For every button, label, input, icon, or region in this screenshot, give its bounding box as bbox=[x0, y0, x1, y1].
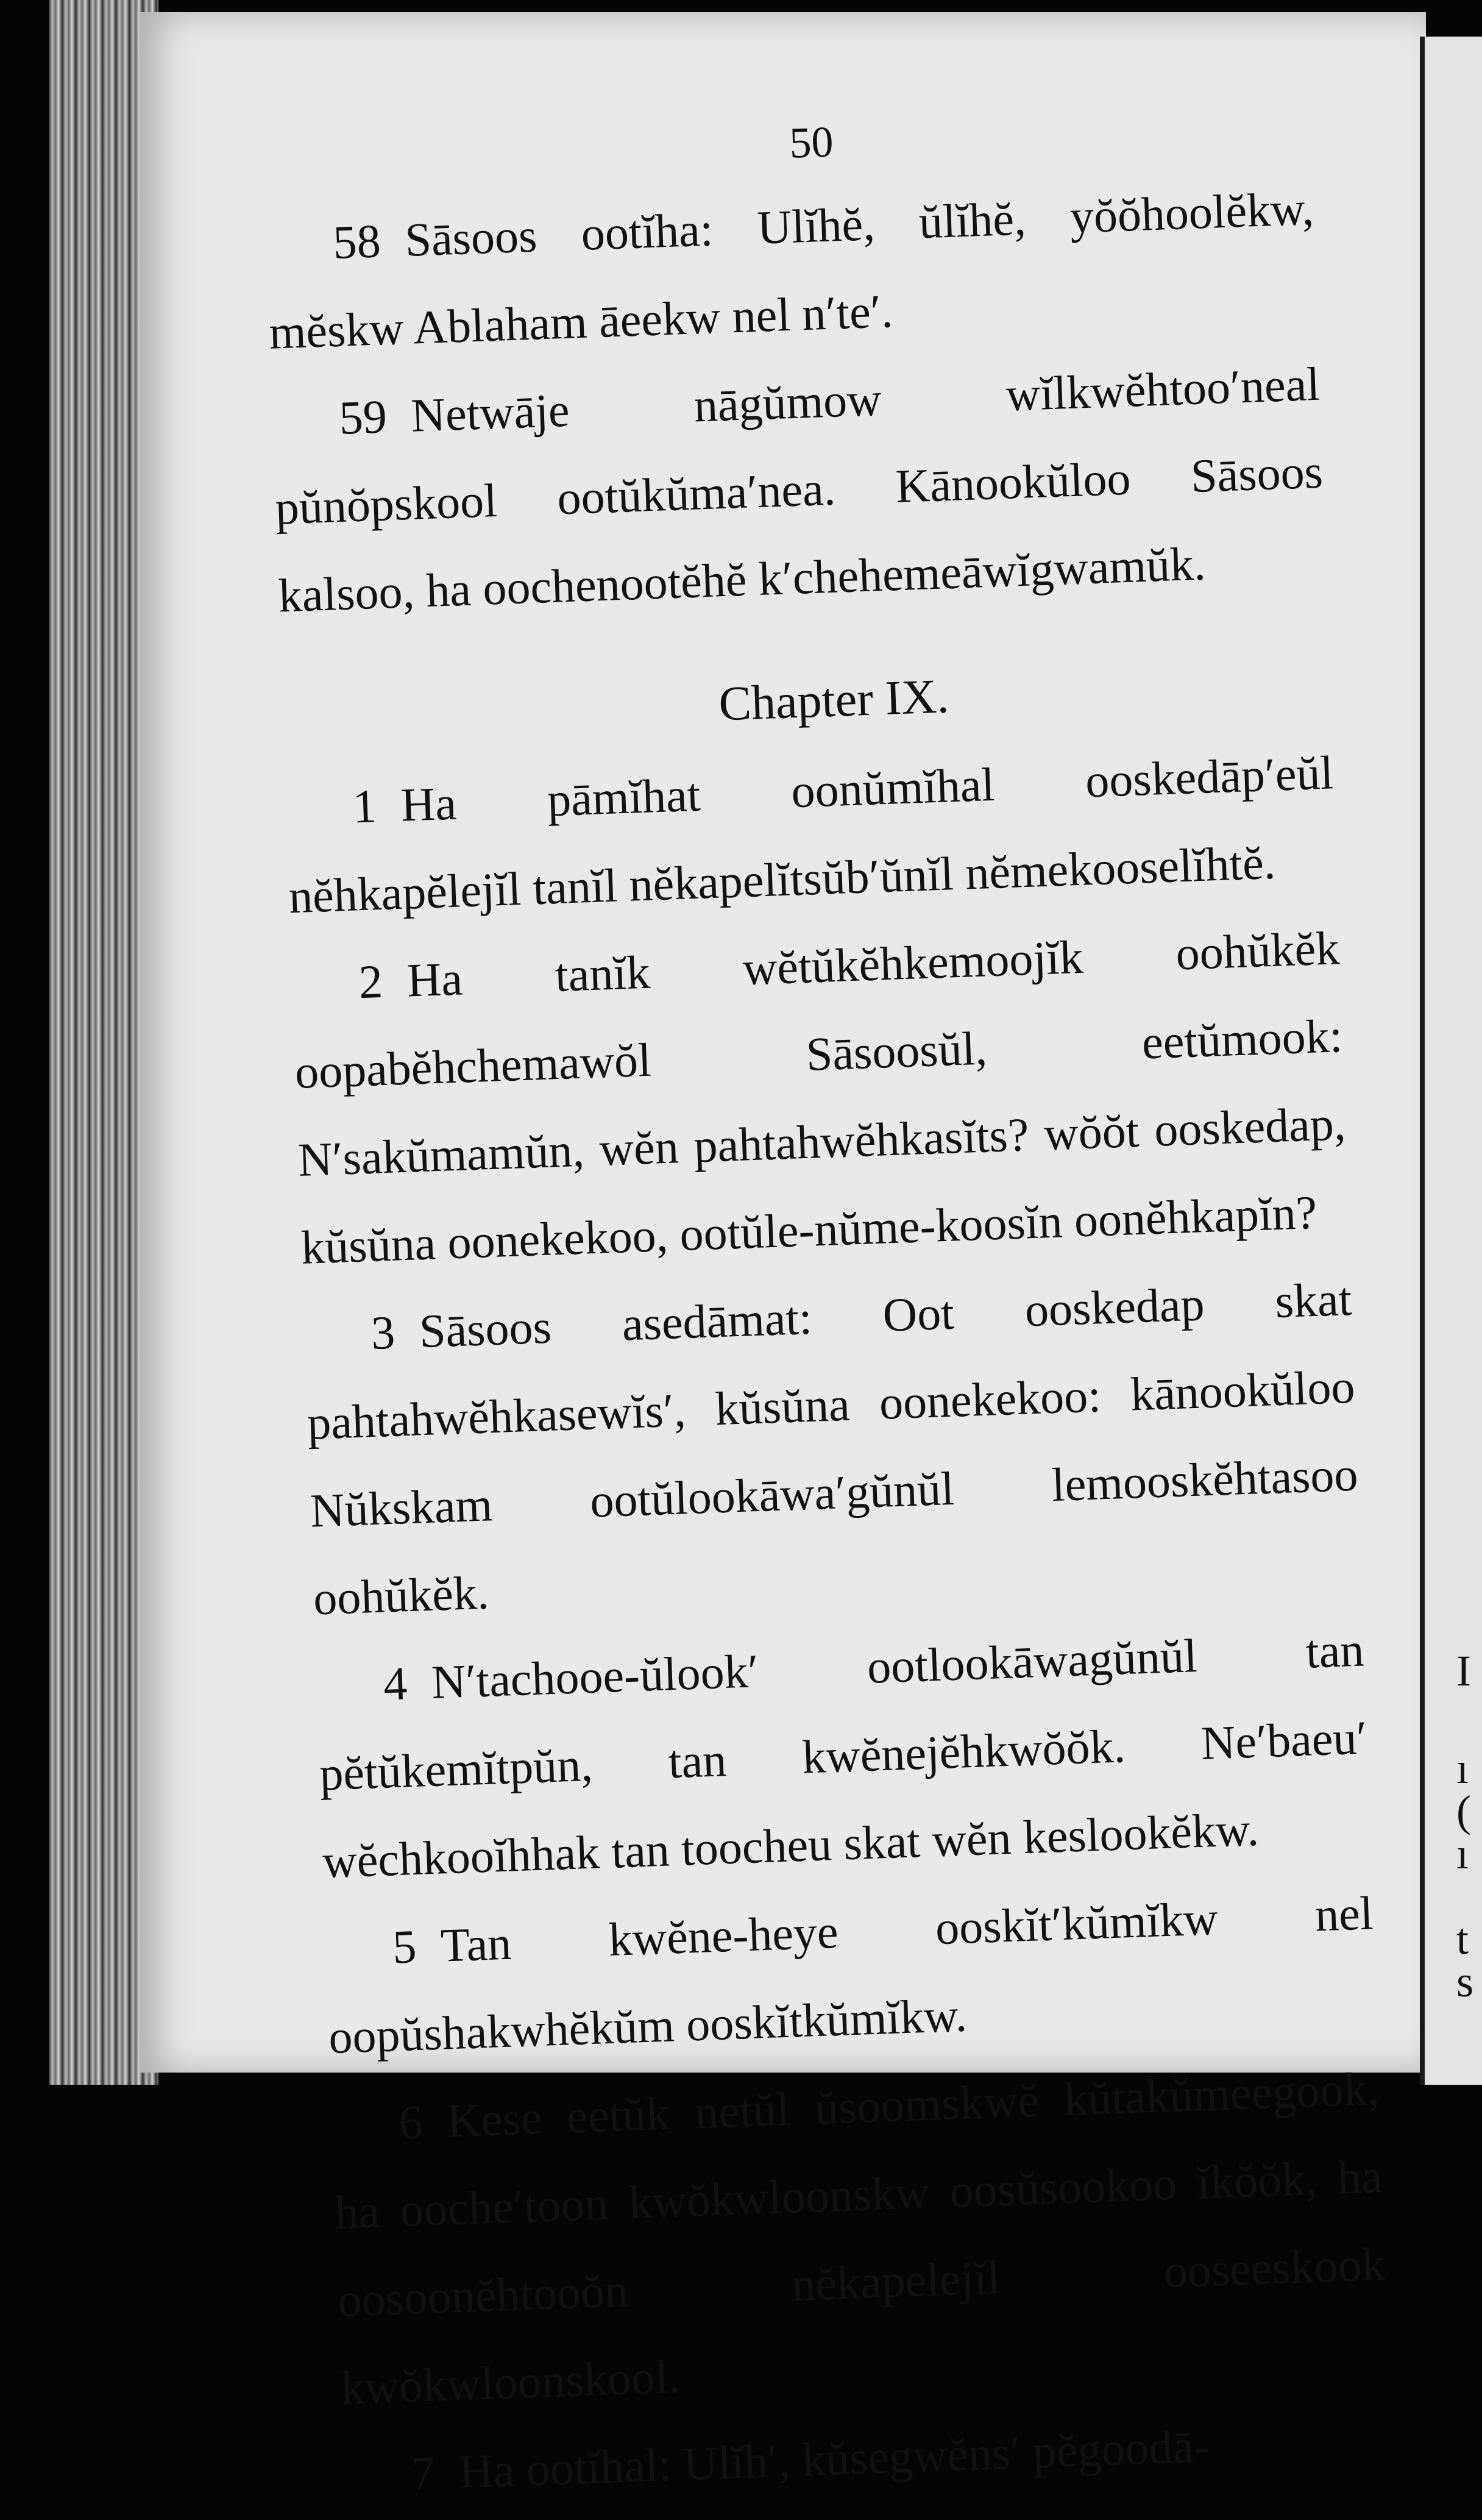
verse-number: 7 bbox=[410, 2446, 436, 2500]
chapter-heading: Chapter IX. bbox=[718, 669, 950, 731]
verse bbox=[330, 2045, 1390, 2432]
verse-number: 2 bbox=[358, 954, 384, 1009]
page-number: 50 bbox=[788, 117, 834, 168]
verse-text: N′tachooe-ŭlook′ ootlookāwagŭnŭl tan pĕtŭkemĭtpŭn, tan kwĕnejĕhkwŏŏk. Ne′baeu′ wĕchkooĭhhak tan toocheu skat wĕn keslookĕkw. bbox=[318, 1623, 1368, 1888]
facing-page-letter: I bbox=[1456, 1646, 1471, 1695]
verse-number: 3 bbox=[370, 1305, 396, 1359]
verse-text: Kese eetŭk netŭl ŭsoomskwĕ kŭtakŭmeegook, ha ooche′toon kwŏkwloonskw oosŭsookoo ĭkŏŏk, ha oosoonĕhtooŏn nĕkapelejĭl ooseeskook kwŏkwloonskool. bbox=[333, 2062, 1386, 2415]
verse-text: Sāsoos asedāmat: Oot ooskedap skat pahtahwĕhkasewĭs′, kŭsŭna oonekekoo: kānookŭloo Nŭkskam ootŭlookāwa′gŭnŭl lemooskĕhtasoo oohŭkĕk. bbox=[306, 1272, 1359, 1625]
facing-page-letter: ( bbox=[1456, 1787, 1471, 1835]
verse bbox=[271, 340, 1327, 640]
verse-text: Ha tanĭk wĕtŭkĕhkemoojĭk oohŭkĕk oopabĕhchemawŏl Sāsoosŭl, eetŭmook: N′sakŭmamŭn, wĕn pahtahwĕhkasĭts? wŏŏt ooskedap, kŭsŭna oonekekoo, ootŭle-nŭme-koosĭn oonĕhkapĭn? bbox=[294, 921, 1347, 1274]
verse-text: Netwāje nāgŭmow wĭlkwĕhtoo′neal pŭnŏpskool ootŭkŭma′nea. Kānookŭloo Sāsoos kalsoo, ha oochenootĕhĕ k′chehemeāwĭgwamŭk. bbox=[274, 357, 1324, 622]
page-text bbox=[262, 91, 1393, 2520]
facing-page-letter: s bbox=[1456, 1957, 1474, 2006]
verse bbox=[285, 728, 1338, 941]
verse-number: 5 bbox=[391, 1920, 417, 1974]
verse bbox=[291, 904, 1350, 1292]
verse bbox=[315, 1606, 1372, 1906]
verse-text: Ha pāmĭhat oonŭmĭhal ooskedāp′eŭl nĕhkapĕlejĭl tanĭl nĕkapelĭtsŭb′ŭnĭl nĕmekooselĭhtĕ. bbox=[288, 746, 1335, 924]
facing-page-letter: ı bbox=[1456, 1744, 1469, 1793]
facing-page-letter: ı bbox=[1456, 1829, 1469, 1878]
verse-number: 1 bbox=[352, 779, 378, 833]
verse bbox=[303, 1255, 1363, 1643]
verse-number: 4 bbox=[382, 1656, 408, 1710]
verse-number: 6 bbox=[397, 2095, 424, 2149]
verse-text: Tan kwĕne-heye ooskĭt′kŭmĭkw nel oopŭshakwhĕkŭm ooskĭtkŭmĭkw. bbox=[327, 1886, 1374, 2064]
verse bbox=[264, 165, 1318, 377]
facing-page-letter: t bbox=[1456, 1915, 1469, 1963]
verse-text: Ha ootĭhal: Ulĭh′, kŭsegwĕns′ pĕgoodā- bbox=[458, 2419, 1211, 2499]
verse bbox=[324, 1869, 1378, 2081]
verse-text: Sāsoos ootĭha: Ulĭhĕ, ŭlĭhĕ, yŏŏhoolĕkw, mĕskw Ablaham āeekw nel n′te′. bbox=[268, 181, 1315, 359]
verse-number: 58 bbox=[332, 214, 382, 269]
verse-number: 59 bbox=[338, 390, 388, 444]
facing-page-edge bbox=[1420, 37, 1482, 2085]
